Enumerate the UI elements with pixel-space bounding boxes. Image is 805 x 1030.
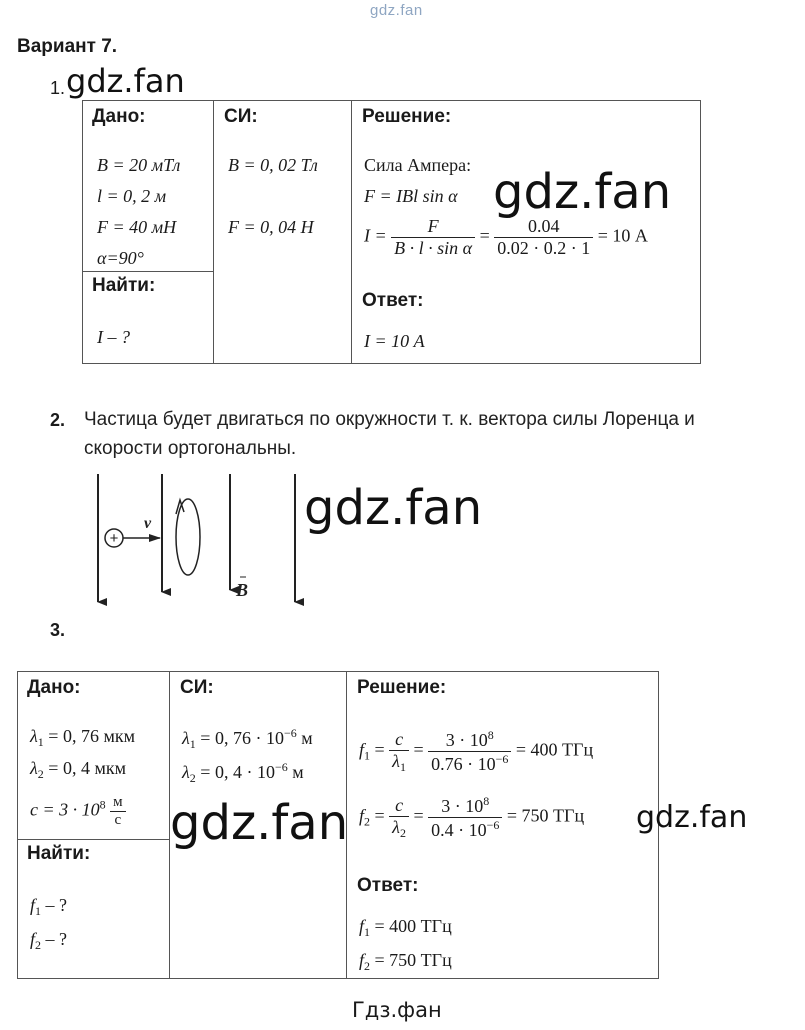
c-exponent: 8 — [99, 797, 106, 812]
find-f2-subscript: 2 — [35, 938, 42, 952]
c-unit-num: м — [113, 794, 123, 810]
task1-number: 1. — [50, 78, 66, 98]
si-lambda2-unit: м — [292, 762, 304, 782]
f2-eq2: = — [413, 805, 424, 826]
lambda2-value: = 0, 4 мкм — [48, 758, 126, 778]
velocity-label: v — [144, 515, 152, 532]
lambda-symbol: λ — [30, 758, 38, 778]
lambda-subscript: 2 — [189, 771, 196, 785]
task3-given-lambda1 — [30, 726, 135, 750]
task1-frac1-num: F — [427, 216, 439, 236]
watermark-4: gdz.fan — [170, 795, 349, 851]
answer-f1-value: = 400 ТГц — [374, 916, 452, 936]
answer-f2-value: = 750 ТГц — [374, 950, 452, 970]
task1-given-l: l = 0, 2 м — [97, 186, 167, 206]
f1-symbol: f — [359, 739, 365, 760]
find-f1-question: – ? — [45, 895, 68, 915]
f2-frac-c-lambda — [389, 795, 409, 841]
task1-given-header: Дано: — [92, 106, 146, 127]
task1-solution-cell — [352, 101, 701, 364]
task3-number: 3. — [50, 620, 66, 640]
f2-den: 0.4 · 10 — [431, 820, 487, 840]
c-value: c = 3 · 10 — [30, 799, 100, 820]
task1-given-cell — [83, 101, 214, 272]
lambda-subscript: 1 — [189, 737, 196, 751]
task1-si-b: B = 0, 02 Тл — [228, 155, 318, 175]
task3-find-f1 — [30, 895, 67, 919]
f2-frac-lambda-sub: 2 — [399, 825, 406, 840]
answer-f1-symbol: f — [359, 916, 365, 936]
f2-num-exp: 8 — [483, 794, 490, 808]
find-f2-question: – ? — [45, 929, 68, 949]
f1-frac-lambda-sub: 1 — [399, 759, 406, 774]
task1-frac1 — [391, 216, 475, 259]
task1-solution-title: Сила Ампера: — [364, 155, 472, 175]
task1-calc-eq: = — [479, 225, 490, 246]
task3-answer-f1 — [359, 916, 452, 940]
watermark-1: gdz.fan — [66, 62, 185, 100]
f2-eq1: = — [374, 805, 385, 826]
task3-given-header: Дано: — [27, 677, 81, 698]
task1-given-alpha: α=90° — [97, 248, 144, 268]
f1-den: 0.76 · 10 — [431, 754, 496, 774]
lambda1-value: = 0, 76 мкм — [48, 726, 135, 746]
lambda-symbol: λ — [30, 726, 38, 746]
task1-calc — [364, 216, 648, 259]
f1-subscript: 1 — [364, 748, 371, 763]
task2-number: 2. — [50, 410, 66, 430]
task1-frac1-den: B · l · sin α — [391, 237, 475, 259]
task1-frac2 — [494, 216, 593, 259]
task1-formula: F = IBl sin α — [364, 186, 458, 206]
magnetic-field-diagram — [88, 470, 318, 610]
f1-frac-c-lambda — [389, 729, 409, 775]
task1-find-header: Найти: — [92, 275, 156, 296]
f1-frac-numbers — [428, 728, 511, 775]
f1-eq2: = — [413, 739, 424, 760]
answer-f2-symbol: f — [359, 950, 365, 970]
task2-text-line1: Частица будет двигаться по окружности т. к. вектора силы Лоренца и — [84, 409, 695, 430]
c-unit-den: с — [110, 811, 126, 829]
task3-solution-cell — [347, 672, 659, 979]
task3-find-f2 — [30, 929, 67, 953]
task1-given-b: B = 20 мТл — [97, 155, 181, 175]
task1-si-f: F = 0, 04 Н — [228, 217, 314, 237]
find-f2-symbol: f — [30, 929, 36, 949]
variant-title: Вариант 7. — [17, 36, 118, 57]
task3-answer-f2 — [359, 950, 452, 974]
task3-find-header: Найти: — [27, 843, 91, 864]
find-f1-symbol: f — [30, 895, 36, 915]
si-lambda2-value: = 0, 4 · 10 — [200, 762, 275, 782]
task1-given-f: F = 40 мН — [97, 217, 177, 237]
task3-given-lambda2 — [30, 758, 126, 782]
f2-frac-lambda: λ — [392, 816, 400, 837]
task1-table — [82, 100, 701, 364]
task1-answer-header: Ответ: — [362, 290, 424, 311]
c-unit-fraction — [110, 794, 126, 829]
task1-answer: I = 10 А — [364, 331, 425, 351]
task1-si-cell — [214, 101, 352, 364]
f1-den-exp: −6 — [495, 752, 509, 766]
f2-num: 3 · 10 — [441, 796, 484, 816]
task1-calc-result: = 10 А — [597, 225, 648, 246]
task3-si-lambda1 — [182, 726, 313, 752]
f1-frac-num: c — [395, 728, 404, 749]
f2-frac-num: c — [395, 794, 404, 815]
task3-si-lambda2 — [182, 760, 304, 786]
lambda-subscript: 1 — [37, 735, 44, 749]
f2-subscript: 2 — [364, 814, 371, 829]
charge-plus-sign: + — [109, 530, 119, 547]
lambda-symbol: λ — [182, 728, 190, 748]
task1-find-value: I – ? — [97, 327, 130, 347]
task1-find-cell — [83, 272, 214, 364]
lambda-symbol: λ — [182, 762, 190, 782]
task1-si-header: СИ: — [224, 106, 258, 127]
top-watermark: gdz.fan — [370, 2, 423, 19]
f2-frac-numbers — [428, 794, 502, 841]
find-f1-subscript: 1 — [35, 904, 42, 918]
task1-frac2-den: 0.02 · 0.2 · 1 — [494, 237, 593, 259]
footer-watermark: Гдз.фан — [352, 998, 442, 1022]
task1-calc-lhs: I = — [364, 225, 387, 246]
task2-text-line2: скорости ортогональны. — [84, 438, 297, 459]
task3-solution-header: Решение: — [357, 677, 447, 698]
watermark-3: gdz.fan — [304, 480, 483, 536]
answer-f1-subscript: 1 — [364, 925, 371, 939]
task3-solution-f1 — [359, 728, 593, 775]
circular-trajectory — [176, 499, 200, 575]
task3-given-cell — [18, 672, 170, 840]
f2-symbol: f — [359, 805, 365, 826]
si-lambda1-value: = 0, 76 · 10 — [200, 728, 284, 748]
f1-num: 3 · 10 — [445, 730, 488, 750]
si-lambda1-exponent: −6 — [283, 726, 297, 740]
answer-f2-subscript: 2 — [364, 959, 371, 973]
f1-result: = 400 ТГц — [515, 739, 594, 760]
f1-frac-lambda: λ — [392, 750, 400, 771]
field-b-label: B — [236, 580, 249, 600]
task3-si-header: СИ: — [180, 677, 214, 698]
task3-answer-header: Ответ: — [357, 875, 419, 896]
task1-solution-header: Решение: — [362, 106, 452, 127]
watermark-5: gdz.fan — [636, 800, 748, 835]
si-lambda2-exponent: −6 — [274, 760, 288, 774]
f2-result: = 750 ТГц — [506, 805, 585, 826]
lambda-subscript: 2 — [37, 767, 44, 781]
f1-num-exp: 8 — [487, 728, 494, 742]
task3-find-cell — [18, 840, 170, 979]
task3-given-c — [30, 794, 126, 829]
si-lambda1-unit: м — [301, 728, 313, 748]
task3-solution-f2 — [359, 794, 584, 841]
f2-den-exp: −6 — [486, 818, 500, 832]
f1-eq1: = — [374, 739, 385, 760]
task1-frac2-num: 0.04 — [528, 216, 560, 236]
watermark-2: gdz.fan — [493, 164, 672, 220]
